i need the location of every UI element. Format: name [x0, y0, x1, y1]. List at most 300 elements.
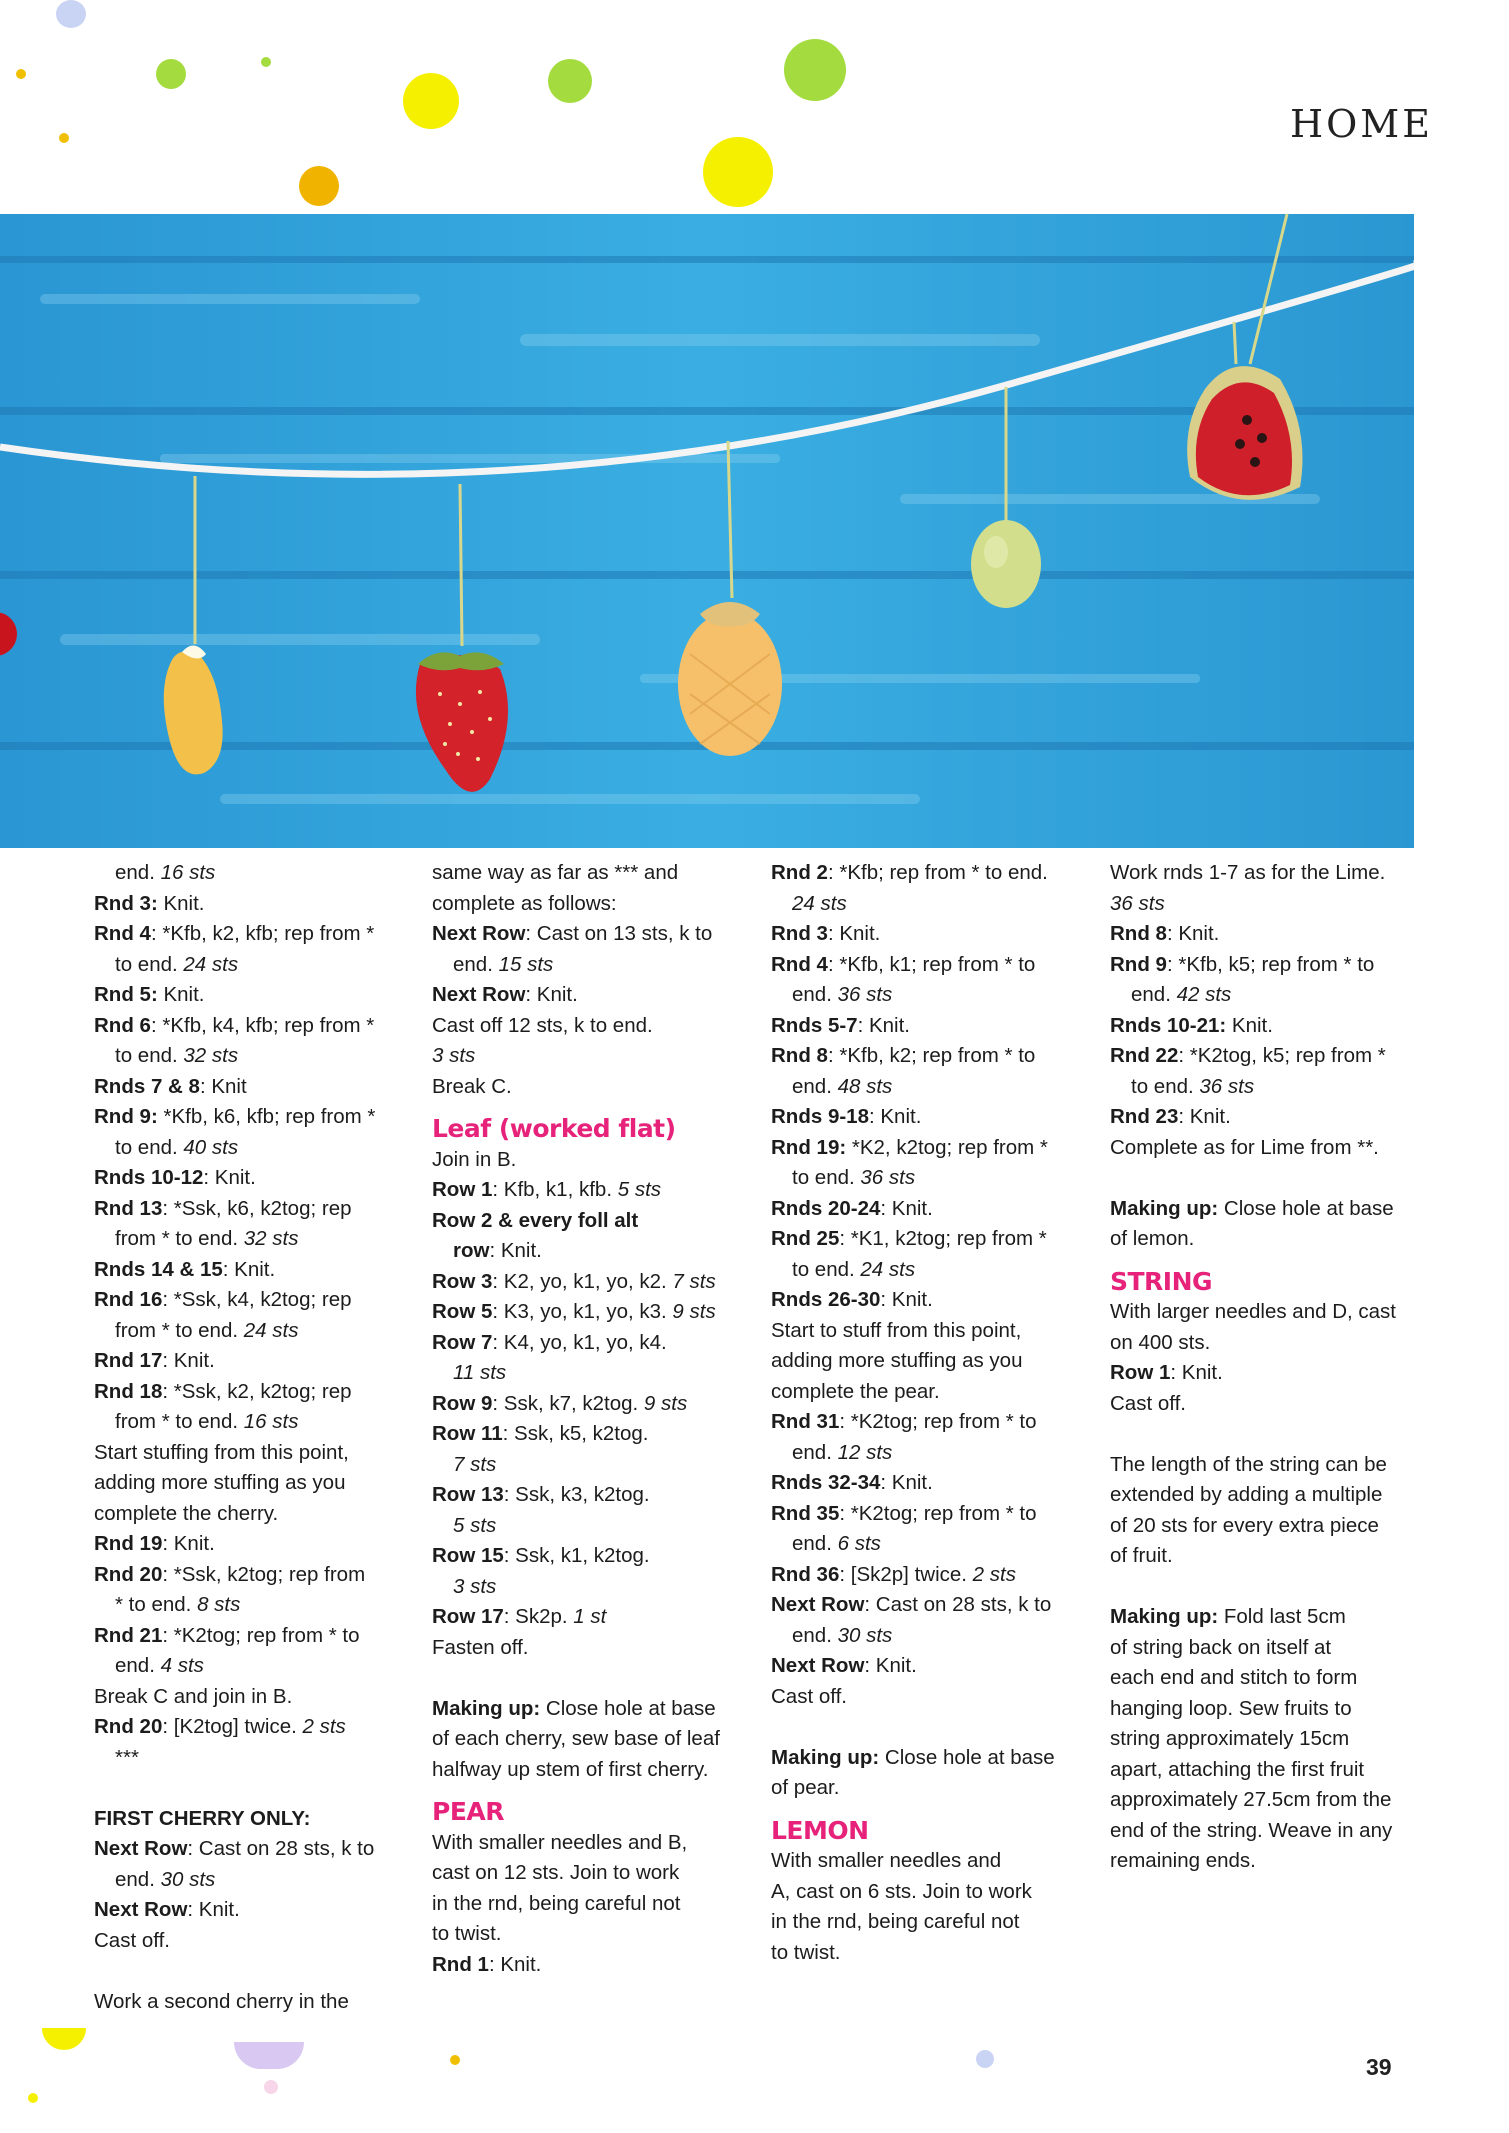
instruction-text: to end. [792, 1166, 861, 1189]
pattern-line [1110, 1102, 1422, 1133]
pattern-line [771, 1651, 1083, 1682]
pattern-line [94, 980, 406, 1011]
instruction-text: end. [115, 1867, 161, 1891]
instruction-text: end. [792, 1532, 838, 1555]
instruction-text: : *Kfb, k4, kfb; rep from * [150, 1013, 375, 1037]
pattern-line [94, 1834, 406, 1865]
instruction-label: Rnd 6 [94, 1013, 151, 1037]
text-column-2 [432, 858, 744, 1980]
pattern-line [432, 1919, 744, 1950]
instruction-text: to end. [115, 1044, 184, 1067]
instruction-text: : Knit. [880, 1471, 933, 1494]
instruction-text: of each cherry, sew base of leaf [432, 1727, 720, 1750]
pattern-line [94, 1529, 406, 1560]
pattern-line [94, 1133, 406, 1164]
pattern-line [94, 1072, 406, 1103]
instruction-label: Rnd 16 [94, 1288, 163, 1311]
instruction-text: complete as follows: [432, 891, 617, 915]
instruction-text: each end and stitch to form [1110, 1666, 1358, 1689]
paragraph-gap [94, 1956, 406, 1987]
instruction-text: end. [792, 1440, 838, 1464]
instruction-label: Row 17 [432, 1605, 504, 1628]
instruction-label: Rnd 21 [94, 1623, 163, 1647]
instruction-text: : *Kfb, k2, kfb; rep from * [150, 922, 375, 945]
stitch-count: 36 sts [1199, 1074, 1255, 1098]
instruction-label: Next Row [771, 1654, 865, 1677]
instruction-text: : Ssk, k5, k2tog. [502, 1422, 649, 1445]
instruction-text: complete the pear. [771, 1379, 940, 1403]
hero-photo-fruit-garland [0, 214, 1414, 848]
pattern-line [771, 1438, 1083, 1469]
paragraph-gap [94, 1773, 406, 1804]
pattern-line [771, 858, 1083, 889]
pattern-line [94, 1468, 406, 1499]
pattern-line [432, 889, 744, 920]
instruction-text: string approximately 15cm [1110, 1727, 1350, 1750]
decorative-dot-green [548, 59, 592, 103]
decorative-dot-green [784, 39, 846, 101]
instruction-text: * to end. [115, 1593, 198, 1616]
pattern-line [1110, 858, 1422, 889]
instruction-text: Knit. [157, 983, 205, 1006]
pattern-line [771, 1938, 1083, 1969]
instruction-label: Rnds 10-12 [94, 1166, 204, 1189]
pattern-line [771, 1377, 1083, 1408]
pattern-line [94, 1590, 406, 1621]
instruction-text: of lemon. [1110, 1227, 1195, 1250]
stitch-count: 12 sts [837, 1440, 893, 1464]
instruction-label: Rnd 20 [94, 1715, 163, 1738]
pattern-line [432, 1511, 744, 1542]
pattern-line [1110, 1785, 1422, 1816]
instruction-text: end. [115, 1654, 161, 1677]
stitch-count: 16 sts [243, 1410, 299, 1433]
pattern-line [94, 1102, 406, 1133]
instruction-label: Row 9 [432, 1391, 493, 1415]
stitch-count: 36 sts [1110, 891, 1165, 915]
instruction-text: : *K2tog, k5; rep from * [1178, 1044, 1386, 1067]
instruction-label: Rnd 36 [771, 1562, 840, 1586]
stitch-count: 11 sts [453, 1361, 507, 1384]
instruction-label: Rnd 35 [771, 1501, 840, 1525]
instruction-text: to end. [1131, 1074, 1200, 1098]
instruction-text: : Knit. [187, 1898, 240, 1921]
instruction-text: of fruit. [1110, 1544, 1173, 1567]
stitch-count: 40 sts [183, 1135, 239, 1159]
pattern-line [94, 950, 406, 981]
paragraph-gap [1110, 1419, 1422, 1450]
pattern-line [771, 950, 1083, 981]
instruction-text: Break C. [432, 1074, 512, 1098]
instruction-text: : Knit. [488, 1952, 542, 1976]
instruction-label: Row 1 [432, 1178, 493, 1201]
pattern-line [432, 919, 744, 950]
pattern-line [94, 1011, 406, 1042]
instruction-text: Knit. [157, 891, 205, 915]
decorative-dot-green [156, 59, 186, 89]
pattern-line [1110, 1072, 1422, 1103]
instruction-text: : Knit. [1178, 1105, 1231, 1128]
stitch-count: 32 sts [183, 1044, 239, 1067]
instruction-text: end. [792, 1074, 838, 1098]
pattern-line [432, 1602, 744, 1633]
instruction-label: Row 2 & every foll alt [432, 1208, 639, 1232]
pattern-text-columns [0, 858, 1509, 2058]
instruction-text: halfway up stem of first cherry. [432, 1757, 709, 1781]
pattern-line [432, 1145, 744, 1176]
stitch-count: 9 sts [643, 1391, 688, 1415]
instruction-text: A, cast on 6 sts. Join to work [771, 1879, 1032, 1903]
instruction-text: Knit. [1226, 1013, 1273, 1037]
pattern-line [432, 1206, 744, 1237]
pattern-line [771, 1529, 1083, 1560]
instruction-label: Rnd 3 [771, 922, 828, 945]
instruction-label: Rnd 3: [94, 891, 158, 915]
stitch-count: 5 sts [617, 1178, 662, 1201]
decorative-dot-green [261, 57, 271, 67]
pattern-line [771, 1907, 1083, 1938]
text-column-3 [771, 858, 1083, 1968]
pattern-line [432, 1858, 744, 1889]
instruction-text: in the rnd, being careful not [432, 1891, 681, 1915]
pattern-line [94, 1316, 406, 1347]
pattern-line [432, 1011, 744, 1042]
pattern-line [771, 1560, 1083, 1591]
pattern-line [771, 1621, 1083, 1652]
pattern-line [94, 889, 406, 920]
pattern-line [432, 1828, 744, 1859]
instruction-text: : K4, yo, k1, yo, k4. [492, 1330, 667, 1354]
pattern-line [432, 1633, 744, 1664]
pattern-line [771, 1224, 1083, 1255]
instruction-text: : [K2tog] twice. [162, 1715, 303, 1738]
instruction-text: : K3, yo, k1, yo, k3. [492, 1300, 673, 1323]
instruction-text: Work rnds 1-7 as for the Lime. [1110, 861, 1386, 884]
instruction-text: : Knit. [489, 1239, 542, 1262]
pattern-line [1110, 1602, 1422, 1633]
instruction-text: hanging loop. Sew fruits to [1110, 1696, 1352, 1720]
pattern-line [771, 919, 1083, 950]
text-column-1 [94, 858, 406, 2017]
stitch-count: 30 sts [837, 1623, 893, 1647]
pattern-line [771, 1163, 1083, 1194]
instruction-label: Next Row [771, 1593, 865, 1616]
instruction-text: : Cast on 13 sts, k to [525, 922, 713, 945]
instruction-text: from * to end. [115, 1410, 244, 1433]
instruction-label: FIRST CHERRY ONLY: [94, 1806, 311, 1830]
pattern-line [94, 1560, 406, 1591]
instruction-text: Close hole at base [540, 1696, 716, 1720]
pattern-line [1110, 1133, 1422, 1164]
instruction-text: apart, attaching the first fruit [1110, 1757, 1365, 1781]
pattern-line [94, 1194, 406, 1225]
instruction-text: : *Ssk, k4, k2tog; rep [162, 1288, 352, 1311]
instruction-label: Row 7 [432, 1330, 493, 1354]
pattern-line [771, 1499, 1083, 1530]
page-number: 39 [1366, 2054, 1392, 2080]
instruction-label: Rnd 4 [771, 952, 828, 976]
instruction-label: Making up: [1110, 1605, 1219, 1628]
instruction-text: : Knit. [880, 1196, 933, 1220]
instruction-label: Rnds 10-21: [1110, 1013, 1227, 1037]
instruction-text: : Knit. [1170, 1361, 1223, 1384]
pattern-line [94, 1346, 406, 1377]
stitch-count: 24 sts [792, 891, 847, 915]
pattern-line [94, 858, 406, 889]
instruction-text: : Knit. [222, 1257, 276, 1281]
section-heading: LEMON [771, 1815, 869, 1845]
instruction-label: Row 3 [432, 1269, 493, 1293]
instruction-text: : Knit. [1166, 922, 1220, 945]
pattern-line [94, 1682, 406, 1713]
pattern-line [1110, 1450, 1422, 1481]
instruction-text: : Knit. [827, 922, 881, 945]
instruction-label: Rnds 20-24 [771, 1196, 881, 1220]
instruction-text: : *K2tog; rep from * to [839, 1501, 1037, 1525]
instruction-text: : [Sk2p] twice. [839, 1562, 973, 1586]
instruction-text: : *Ssk, k6, k2tog; rep [162, 1196, 352, 1220]
pattern-line [1110, 1541, 1422, 1572]
instruction-label: Rnd 20 [94, 1562, 163, 1586]
instruction-label: Rnd 19 [94, 1532, 163, 1555]
instruction-text: in the rnd, being careful not [771, 1910, 1020, 1933]
instruction-text: Start to stuff from this point, [771, 1318, 1022, 1342]
instruction-label: Rnd 1 [432, 1952, 489, 1976]
instruction-label: Rnd 13 [94, 1196, 163, 1220]
instruction-label: Rnds 9-18 [771, 1105, 869, 1128]
stitch-count: 9 sts [672, 1300, 716, 1323]
section-heading: PEAR [432, 1797, 504, 1826]
pattern-line [94, 1041, 406, 1072]
decorative-dot-yellow [703, 137, 773, 207]
instruction-text: With smaller needles and B, [432, 1830, 688, 1854]
instruction-text: to twist. [771, 1940, 841, 1964]
stitch-count: 16 sts [160, 861, 216, 884]
stitch-count: 2 sts [302, 1715, 346, 1738]
pattern-line [94, 919, 406, 950]
instruction-text: : *Kfb; rep from * to end. [827, 861, 1048, 884]
pattern-line [432, 1175, 744, 1206]
pattern-line [1110, 1511, 1422, 1542]
instruction-text: extended by adding a multiple [1110, 1483, 1383, 1506]
instruction-text: end. [115, 861, 161, 884]
paragraph-gap [432, 1663, 744, 1694]
instruction-label: Rnd 5: [94, 983, 158, 1006]
instruction-label: Rnd 8 [1110, 922, 1167, 945]
pattern-line [94, 1163, 406, 1194]
instruction-label: Making up: [432, 1696, 541, 1720]
stitch-count: 1 st [573, 1605, 607, 1628]
stitch-count: 24 sts [183, 952, 239, 976]
instruction-text: end. [453, 952, 499, 976]
pattern-line [1110, 1724, 1422, 1755]
pattern-line [1110, 1358, 1422, 1389]
pattern-line [1110, 1755, 1422, 1786]
paragraph-gap [771, 1712, 1083, 1743]
instruction-text: Complete as for Lime from **. [1110, 1135, 1379, 1159]
pattern-line [771, 1346, 1083, 1377]
pattern-line [771, 1285, 1083, 1316]
instruction-text: : *Kfb, k1; rep from * to [827, 952, 1036, 976]
instruction-text: : K2, yo, k1, yo, k2. [492, 1269, 673, 1293]
instruction-label: Rnd 19: [771, 1135, 847, 1159]
pattern-line [432, 1389, 744, 1420]
stitch-count: 42 sts [1176, 983, 1232, 1006]
pattern-line [94, 1712, 406, 1743]
instruction-text: With larger needles and D, cast [1110, 1300, 1396, 1323]
pattern-line [1110, 1328, 1422, 1359]
pattern-line [771, 1407, 1083, 1438]
instruction-text: *K2, k2tog; rep from * [846, 1135, 1048, 1159]
instruction-label: Rnd 25 [771, 1227, 840, 1250]
instruction-text: : Cast on 28 sts, k to [187, 1837, 375, 1860]
pattern-line [771, 1316, 1083, 1347]
pattern-line [94, 1438, 406, 1469]
stitch-count: 24 sts [243, 1318, 299, 1342]
pattern-line [1110, 1194, 1422, 1225]
decorative-dot-yellow [28, 2093, 38, 2103]
instruction-text: end of the string. Weave in any [1110, 1818, 1393, 1842]
decorative-dot-yellow [403, 73, 459, 129]
instruction-label: Row 1 [1110, 1361, 1171, 1384]
instruction-text: cast on 12 sts. Join to work [432, 1861, 680, 1884]
instruction-text: : Knit. [162, 1532, 215, 1555]
instruction-text: : Knit. [864, 1654, 917, 1677]
pattern-line [771, 1041, 1083, 1072]
instruction-text: : Kfb, k1, kfb. [492, 1178, 618, 1201]
pattern-line [771, 1846, 1083, 1877]
instruction-text: adding more stuffing as you [94, 1471, 346, 1494]
instruction-text: : *K1, k2tog; rep from * [839, 1227, 1047, 1250]
instruction-label: Rnd 2 [771, 861, 828, 884]
pattern-line [771, 1877, 1083, 1908]
instruction-text: to twist. [432, 1922, 502, 1945]
pattern-line [94, 1804, 406, 1835]
stitch-count: 24 sts [860, 1257, 916, 1281]
instruction-text: Cast off. [94, 1928, 170, 1952]
pattern-line [1110, 980, 1422, 1011]
instruction-text: end. [792, 1623, 838, 1647]
pattern-line [94, 1407, 406, 1438]
instruction-text: : *Ssk, k2, k2tog; rep [162, 1379, 352, 1403]
pattern-line [1110, 1041, 1422, 1072]
pattern-line [771, 889, 1083, 920]
pattern-line [1110, 919, 1422, 950]
instruction-label: Rnd 4 [94, 922, 151, 945]
instruction-text: Cast off. [771, 1684, 847, 1708]
instruction-text: to end. [115, 1135, 184, 1159]
pattern-line [771, 1133, 1083, 1164]
pattern-line [771, 1773, 1083, 1804]
instruction-text: : Ssk, k7, k2tog. [492, 1391, 644, 1415]
instruction-text: : *K2tog; rep from * to [839, 1410, 1037, 1433]
stitch-count: 2 sts [972, 1562, 1016, 1586]
instruction-label: Rnd 9: [94, 1105, 158, 1128]
pattern-line [771, 1468, 1083, 1499]
pattern-line [432, 1297, 744, 1328]
instruction-label: Rnds 14 & 15 [94, 1257, 223, 1281]
pattern-line [1110, 1011, 1422, 1042]
instruction-label: Next Row [432, 983, 526, 1006]
pattern-line [432, 980, 744, 1011]
pattern-line [94, 1621, 406, 1652]
instruction-text: from * to end. [115, 1227, 244, 1250]
pattern-line [771, 980, 1083, 1011]
pattern-line [771, 1590, 1083, 1621]
instruction-label: Next Row [94, 1898, 188, 1921]
decorative-dot-yellow [59, 133, 69, 143]
pattern-line [432, 1724, 744, 1755]
instruction-text: With smaller needles and [771, 1849, 1002, 1872]
instruction-label: Rnds 26-30 [771, 1288, 881, 1311]
instruction-text: : Knit. [525, 983, 578, 1006]
stitch-count: 15 sts [498, 952, 554, 976]
instruction-text: end. [1131, 983, 1177, 1006]
instruction-text: complete the cherry. [94, 1501, 279, 1525]
instruction-text: Cast off 12 sts, k to end. [432, 1013, 653, 1037]
instruction-label: Rnd 8 [771, 1044, 828, 1067]
stitch-count: 48 sts [837, 1074, 893, 1098]
stitch-count: 32 sts [243, 1227, 299, 1250]
instruction-text: remaining ends. [1110, 1849, 1256, 1872]
instruction-text: Work a second cherry in the [94, 1989, 349, 2013]
instruction-label: Rnds 5-7 [771, 1013, 858, 1037]
pattern-line [771, 1072, 1083, 1103]
pattern-line [94, 1377, 406, 1408]
instruction-text: : Sk2p. [503, 1605, 574, 1628]
stitch-count: 4 sts [160, 1654, 204, 1677]
instruction-text: Fold last 5cm [1218, 1605, 1346, 1628]
instruction-text: Break C and join in B. [94, 1684, 293, 1708]
pattern-line [432, 1072, 744, 1103]
pattern-line [94, 1926, 406, 1957]
section-label: HOME [1290, 102, 1433, 146]
pattern-line [771, 1743, 1083, 1774]
instruction-label: Row 13 [432, 1483, 504, 1506]
pattern-line [94, 1285, 406, 1316]
pattern-line [432, 1889, 744, 1920]
instruction-text: Fasten off. [432, 1635, 529, 1659]
pattern-line [432, 1755, 744, 1786]
pattern-line [1110, 1297, 1422, 1328]
pattern-line [432, 1041, 744, 1072]
pattern-line [771, 1102, 1083, 1133]
instruction-text: *Kfb, k6, kfb; rep from * [157, 1105, 376, 1128]
paragraph-gap [1110, 1572, 1422, 1603]
decorative-dot-blue [56, 0, 86, 28]
instruction-text: from * to end. [115, 1318, 244, 1342]
stitch-count: 7 sts [453, 1452, 497, 1476]
pattern-line [432, 950, 744, 981]
pattern-line [94, 1895, 406, 1926]
pattern-line [94, 1743, 406, 1774]
instruction-text: of 20 sts for every extra piece [1110, 1513, 1379, 1537]
pattern-line [1110, 1694, 1422, 1725]
pattern-line [1110, 1480, 1422, 1511]
section-heading: STRING [1110, 1266, 1213, 1296]
pattern-line [432, 1419, 744, 1450]
instruction-text: Close hole at base [1218, 1196, 1394, 1220]
stitch-count: 36 sts [837, 983, 893, 1006]
instruction-label: Row 15 [432, 1544, 504, 1567]
instruction-text: to end. [115, 952, 184, 976]
pattern-line [432, 1236, 744, 1267]
instruction-label: Rnd 18 [94, 1379, 163, 1403]
instruction-label: Row 11 [432, 1422, 503, 1445]
stitch-count: 36 sts [860, 1166, 916, 1189]
instruction-label: Rnds 7 & 8 [94, 1074, 200, 1098]
paragraph-gap [1110, 1163, 1422, 1194]
